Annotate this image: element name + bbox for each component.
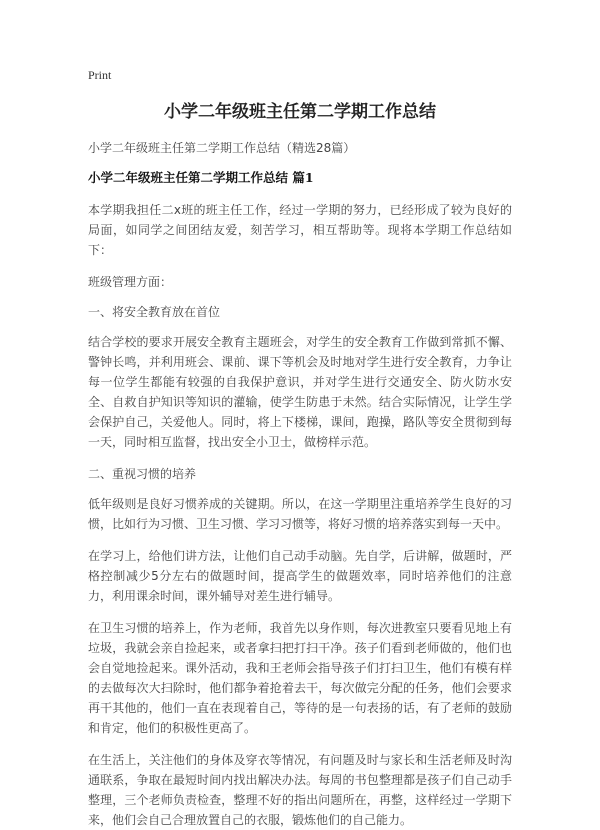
safety-paragraph: 结合学校的要求开展安全教育主题班会，对学生的安全教育工作做到常抓不懈、警钟长鸣，并利用班会、课前、课下等机会及时地对学生进行安全教育，力争让每一位学生都能有较强的自我保护意识，并对学生进行交通安全、防火防水安全、自救自护知识等知识的灌输，使学生防患于未然。结合实际情况，让学生学会保护自己，关爱他人。同时，将上下楼梯，课间，跑操，路队等安全贯彻到每一天，同时相互监督，找出安全小卫士，做榜样示范。: [88, 335, 512, 449]
print-label[interactable]: Print: [88, 68, 112, 82]
document-subtitle: 小学二年级班主任第二学期工作总结（精选28篇）: [88, 141, 356, 155]
intro-paragraph: 本学期我担任二x班的班主任工作，经过一学期的努力，已经形成了较为良好的局面，如同学之间团结友爱，刻苦学习，相互帮助等。现将本学期工作总结如下：: [88, 203, 512, 257]
section-title: 小学二年级班主任第二学期工作总结 篇1: [88, 170, 314, 185]
class-management-heading: 班级管理方面：: [88, 275, 173, 289]
safety-heading: 一、将安全教育放在首位: [88, 305, 221, 319]
habits-paragraph: 低年级则是良好习惯养成的关键期。所以，在这一学期里注重培养学生良好的习惯，比如行为习惯、卫生习惯、学习习惯等，将好习惯的培养落实到每一天中。: [88, 497, 512, 531]
life-paragraph: 在生活上，关注他们的身体及穿衣等情况，有问题及时与家长和生活老师及时沟通联系，争取在最短时间内找出解决办法。每周的书包整理都是孩子们自己动手整理，三个老师负责检查，整理不好的指出问题所在，再整，这样经过一学期下来，他们会自己合理放置自己的衣服，锻炼他们的自己能力。: [88, 753, 512, 827]
page-title: 小学二年级班主任第二学期工作总结: [164, 102, 436, 122]
study-paragraph: 在学习上，给他们讲方法，让他们自己动手动脑。先自学，后讲解，做题时，严格控制减少5分左右的做题时间，提高学生的做题效率，同时培养他们的注意力，利用课余时间，课外辅导对差生进行辅导。: [88, 549, 512, 603]
hygiene-paragraph: 在卫生习惯的培养上，作为老师，我首先以身作则，每次进教室只要看见地上有垃圾，我就会亲自捡起来，或者拿扫把打扫干净。孩子们看到老师做的，他们也会自觉地捡起来。课外活动，我和王老师会指导孩子们打扫卫生，他们有模有样的去做每次大扫除时，他们都争着抢着去干，每次做完分配的任务，他们会要求再干其他的，他们一直在表现着自己，等待的是一句表扬的话，有了老师的鼓励和肯定，他们的积极性更高了。: [88, 621, 512, 735]
habits-heading: 二、重视习惯的培养: [88, 467, 197, 481]
